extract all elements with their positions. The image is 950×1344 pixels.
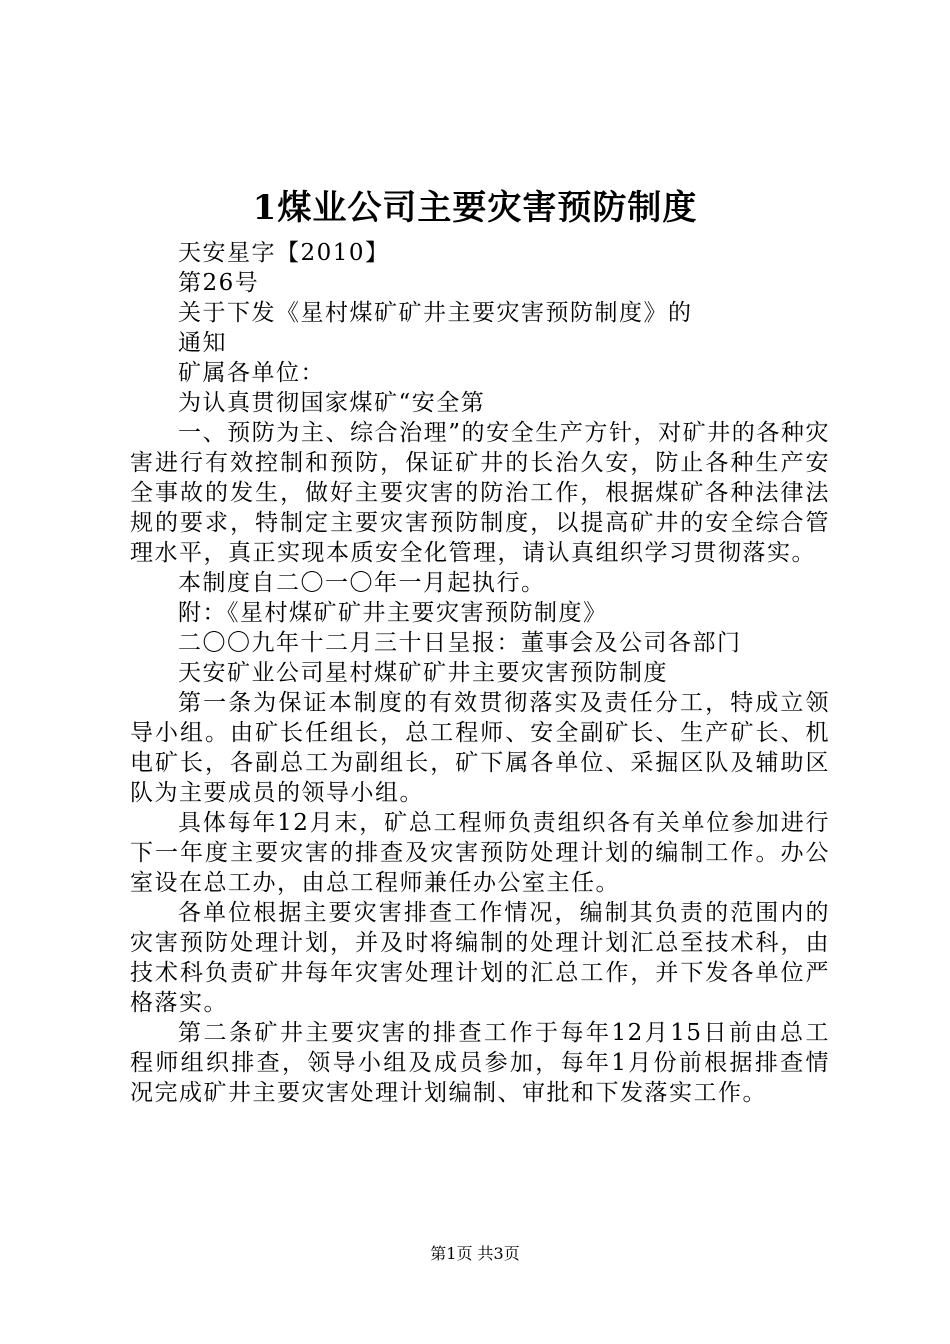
- page-footer: 第1页 共3页: [430, 1244, 520, 1263]
- paragraph: 天安星字【2010】: [178, 240, 390, 266]
- paragraph: 二〇〇九年十二月三十日呈报：董事会及公司各部门: [178, 630, 742, 656]
- paragraph: 具体每年12月末，矿总工程师负责组织各有关单位参加进行下一年度主要灾害的排查及灾害预防处理计划的编制工作。办公室设在总工办，由总工程师兼任办公室主任。: [130, 810, 830, 896]
- paragraph: 第26号: [178, 270, 260, 296]
- paragraph: 通知: [178, 330, 227, 356]
- paragraph: 本制度自二〇一〇年一月起执行。: [178, 570, 546, 596]
- document-title: 1煤业公司主要灾害预防制度: [252, 188, 698, 228]
- document-body: [130, 238, 830, 1108]
- paragraph: 天安矿业公司星村煤矿矿井主要灾害预防制度: [178, 660, 668, 686]
- paragraph: 第二条矿井主要灾害的排查工作于每年12月15日前由总工程师组织排查，领导小组及成员参加，每年1月份前根据排查情况完成矿井主要灾害处理计划编制、审批和下发落实工作。: [130, 1020, 830, 1106]
- paragraph: 关于下发《星村煤矿矿井主要灾害预防制度》的: [178, 300, 693, 326]
- paragraph: 附：《星村煤矿矿井主要灾害预防制度》: [178, 600, 608, 626]
- paragraph: 第一条为保证本制度的有效贯彻落实及责任分工，特成立领导小组。由矿长任组长，总工程师、安全副矿长、生产矿长、机电矿长，各副总工为副组长，矿下属各单位、采掘区队及辅助区队为主要成员的领导小组。: [130, 690, 830, 806]
- paragraph: 一、预防为主、综合治理”的安全生产方针，对矿井的各种灾害进行有效控制和预防，保证矿井的长治久安，防止各种生产安全事故的发生，做好主要灾害的防治工作，根据煤矿各种法律法规的要求，特制定主要灾害预防制度，以提高矿井的安全综合管理水平，真正实现本质安全化管理，请认真组织学习贯彻落实。: [130, 420, 830, 566]
- paragraph: 为认真贯彻国家煤矿“安全第: [178, 390, 486, 416]
- paragraph: 矿属各单位：: [178, 360, 325, 386]
- paragraph: 各单位根据主要灾害排查工作情况，编制其负责的范围内的灾害预防处理计划，并及时将编制的处理计划汇总至技术科，由技术科负责矿井每年灾害处理计划的汇总工作，并下发各单位严格落实。: [130, 900, 830, 1016]
